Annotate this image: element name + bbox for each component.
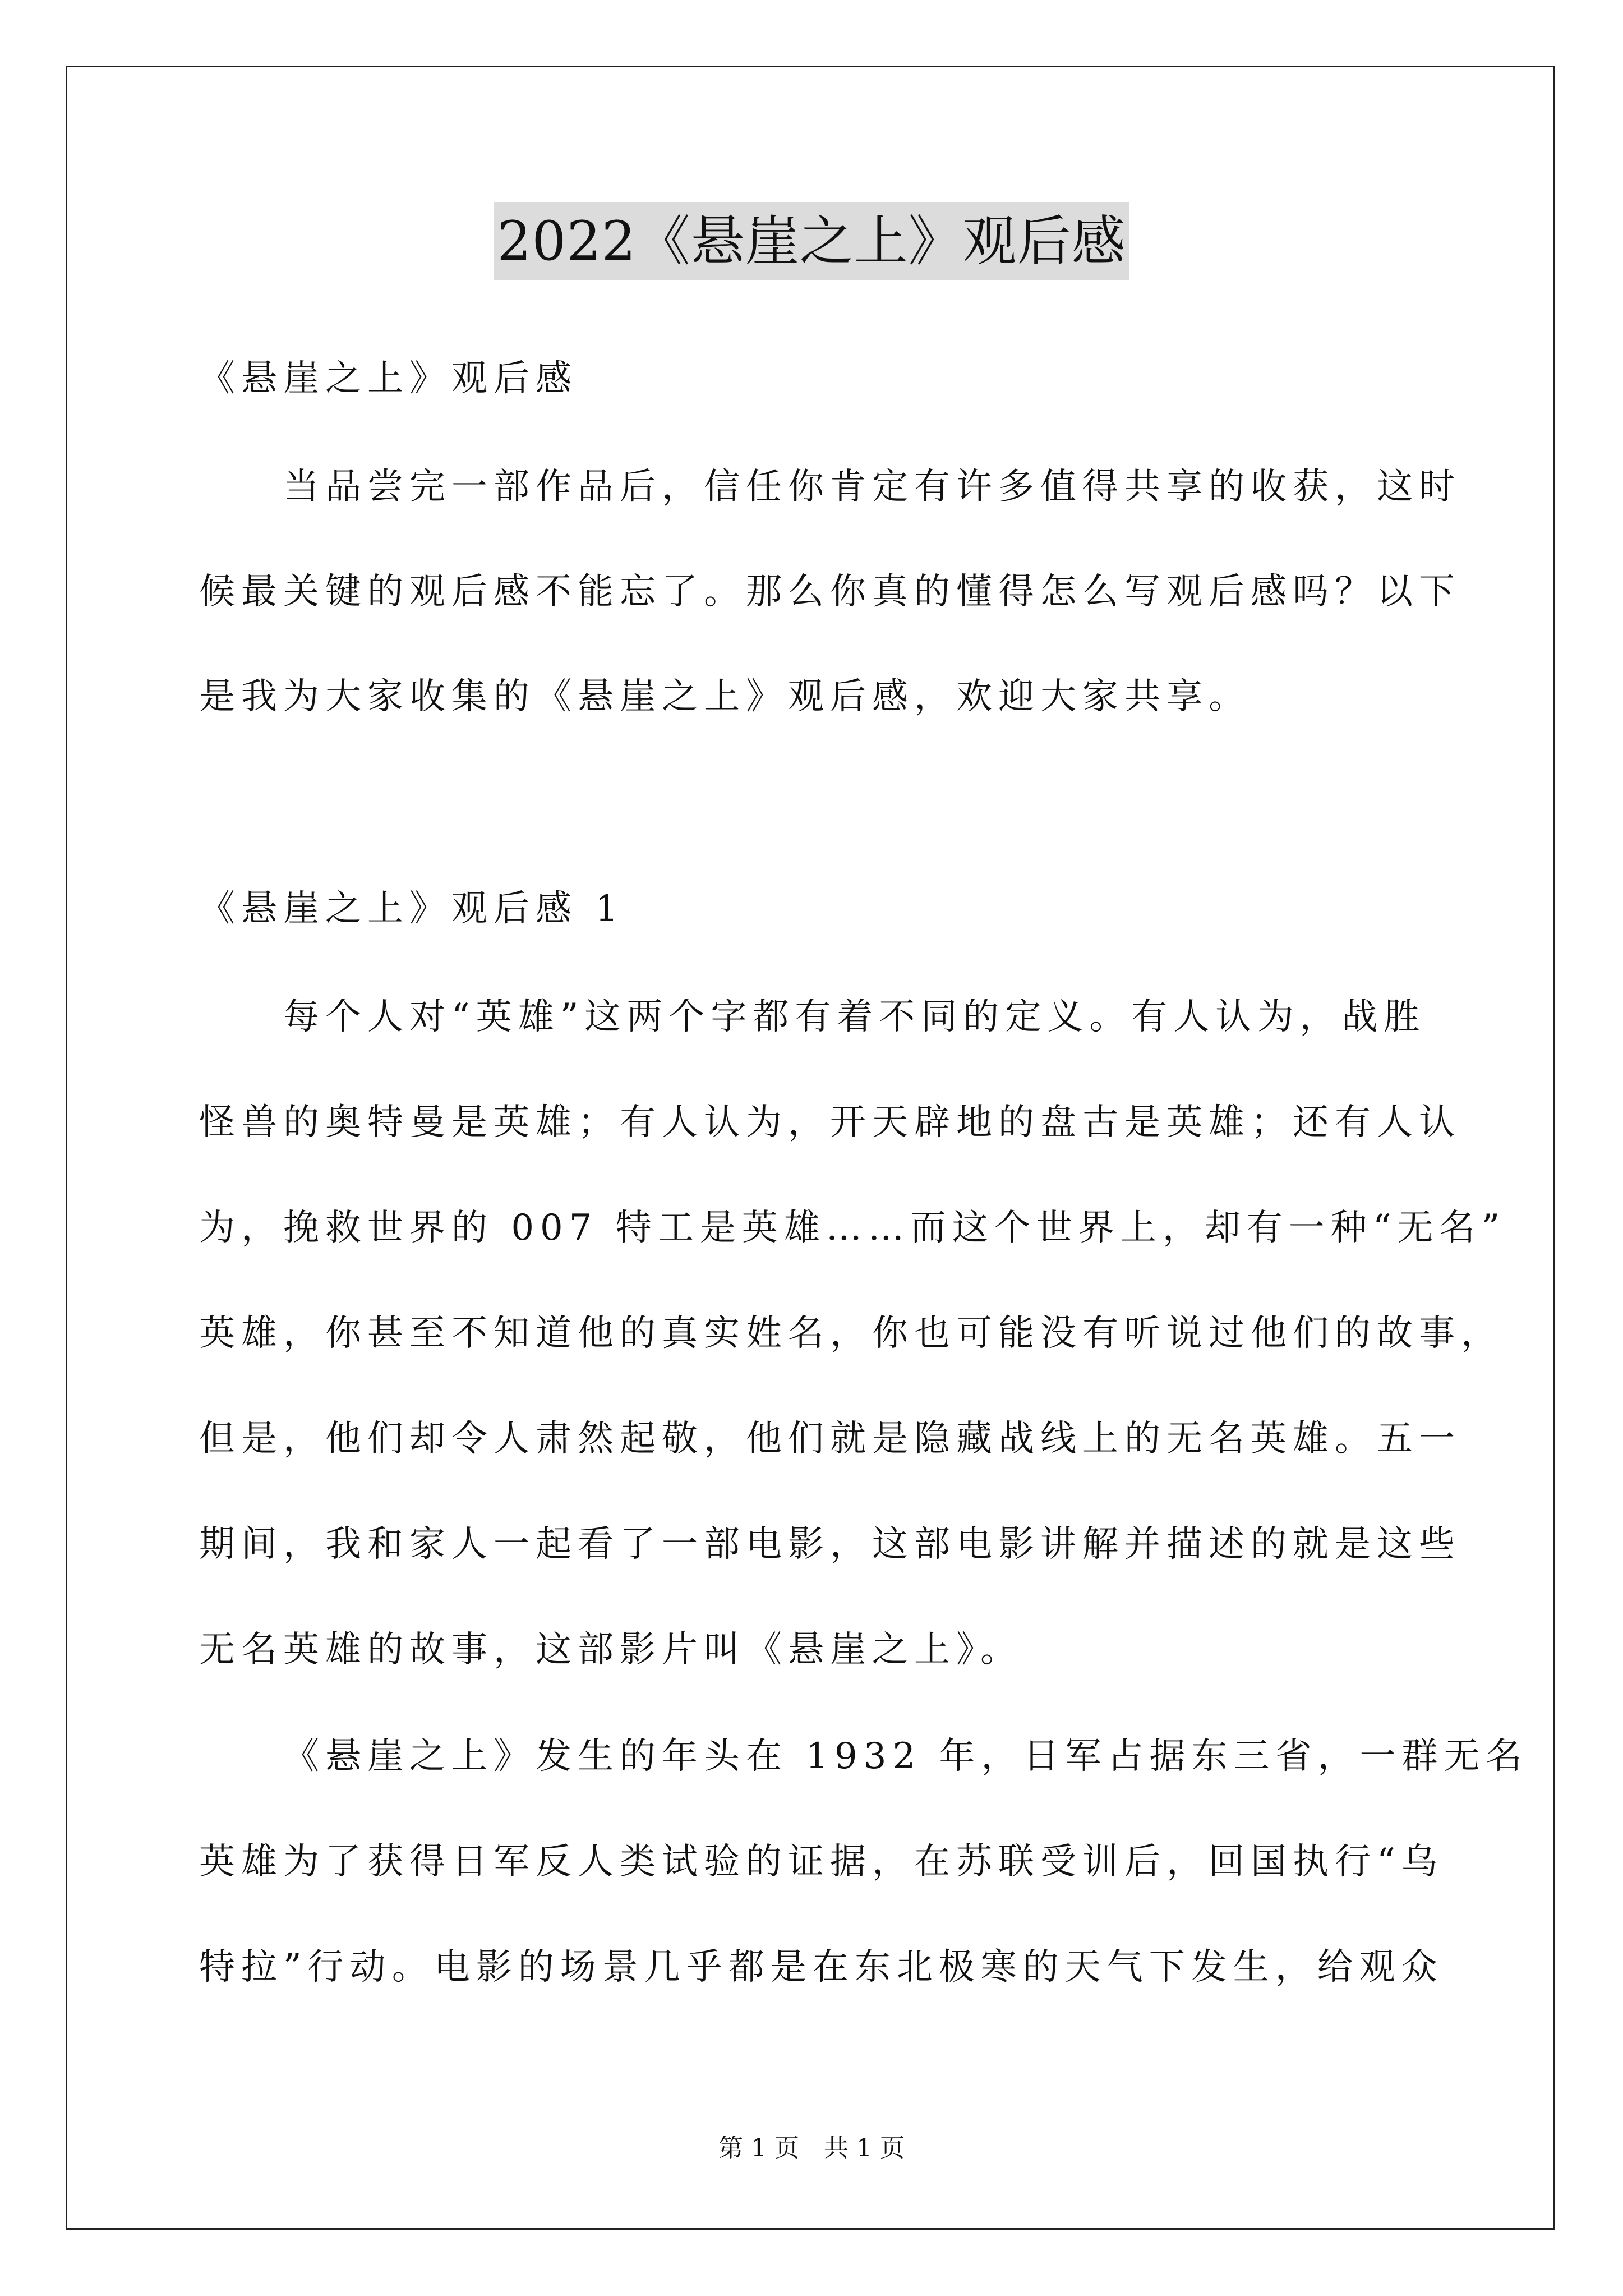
paragraph-line: 期间，我和家人一起看了一部电影，这部电影讲解并描述的就是这些 bbox=[199, 1524, 1461, 1565]
intro-line: 当品尝完一部作品后，信任你肯定有许多值得共享的收获，这时 bbox=[283, 466, 1461, 508]
section-heading: 《悬崖之上》观后感 1 bbox=[199, 888, 625, 930]
paragraph-line: 《悬崖之上》发生的年头在 1932 年，日军占据东三省，一群无名 bbox=[283, 1736, 1528, 1777]
page-footer: 第 1 页 共 1 页 bbox=[718, 2134, 905, 2162]
intro-line: 是我为大家收集的《悬崖之上》观后感，欢迎大家共享。 bbox=[199, 676, 1251, 717]
paragraph-line: 无名英雄的故事，这部影片叫《悬崖之上》。 bbox=[199, 1629, 1022, 1671]
paragraph-line: 但是，他们却令人肃然起敬，他们就是隐藏战线上的无名英雄。五一 bbox=[199, 1418, 1461, 1460]
title-container bbox=[0, 202, 1623, 280]
paragraph-line: 特拉”行动。电影的场景几乎都是在东北极寒的天气下发生，给观众 bbox=[199, 1947, 1444, 1988]
paragraph-line: 每个人对“英雄”这两个字都有着不同的定义。有人认为，战胜 bbox=[283, 996, 1426, 1038]
paragraph-line: 英雄为了获得日军反人类试验的证据，在苏联受训后，回国执行“乌 bbox=[199, 1841, 1444, 1883]
paragraph-line: 英雄，你甚至不知道他的真实姓名，你也可能没有听说过他们的故事， bbox=[199, 1313, 1503, 1354]
intro-heading: 《悬崖之上》观后感 bbox=[199, 358, 578, 399]
paragraph-line: 怪兽的奥特曼是英雄；有人认为，开天辟地的盘古是英雄；还有人认 bbox=[199, 1102, 1461, 1143]
intro-line: 候最关键的观后感不能忘了。那么你真的懂得怎么写观后感吗？以下 bbox=[199, 571, 1461, 613]
paragraph-line: 为，挽救世界的 007 特工是英雄……而这个世界上，却有一种“无名” bbox=[199, 1207, 1506, 1249]
document-title: 2022《悬崖之上》观后感 bbox=[494, 202, 1129, 280]
